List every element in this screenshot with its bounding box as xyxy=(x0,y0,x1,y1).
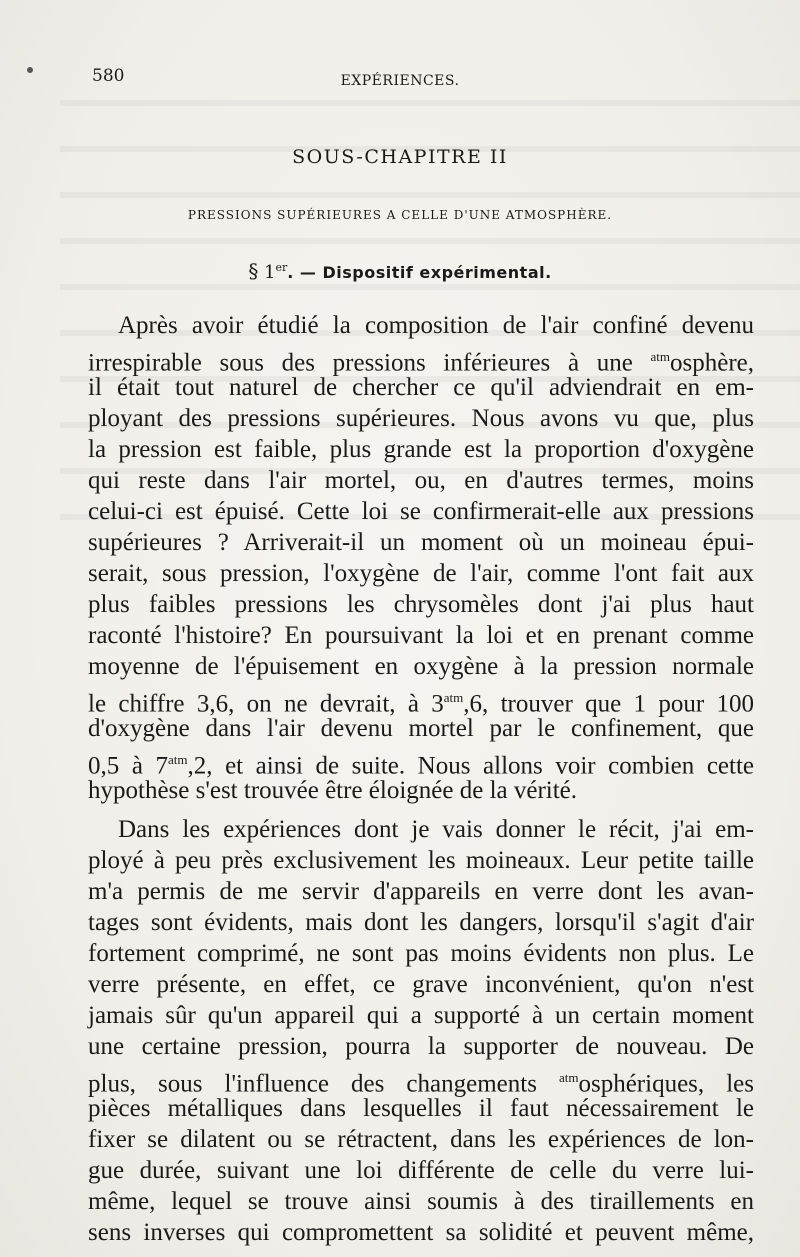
paragraph-1-line: 0,5 à $7^{atm},2$, et ainsi de suite. Nous allons voir combien cette xyxy=(88,752,754,780)
body-text xyxy=(88,310,754,1248)
paragraph-2-line: pièces métalliques dans lesquelles il faut nécessairement le xyxy=(88,1095,754,1122)
paragraph-1-line: la pression est faible, plus grande est la proportion d'oxygène xyxy=(88,436,754,463)
section-title: . — Dispositif expérimental. xyxy=(287,263,552,282)
paragraph-1-line: le chiffre 3,6, on ne devrait, à $3^{atm},6$, trouver que 1 pour 100 xyxy=(88,690,754,718)
paragraph-1-line: celui-ci est épuisé. Cette loi se confirmerait-elle aux pressions xyxy=(88,498,754,525)
section-heading xyxy=(0,259,800,283)
running-title: EXPÉRIENCES. xyxy=(340,73,460,89)
chapter-subtitle: PRESSIONS SUPÉRIEURES A CELLE D'UNE ATMOSPHÈRE. xyxy=(187,208,613,222)
paragraph-1-line: supérieures ? Arriverait-il un moment où un moineau épui- xyxy=(88,529,754,556)
paragraph-2-line: sens inverses qui compromettent sa solidité et peuvent même, xyxy=(88,1219,754,1246)
section-number: 1 xyxy=(264,262,276,283)
chapter-title: SOUS-CHAPITRE II xyxy=(292,146,508,168)
paragraph-1-line: moyenne de l'épuisement en oxygène à la pression normale xyxy=(88,653,754,680)
paragraph-1-line: qui reste dans l'air mortel, ou, en d'autres termes, moins xyxy=(88,467,754,494)
paragraph-2-line: même, lequel se trouve ainsi soumis à des tiraillements en xyxy=(88,1188,754,1215)
paragraph-2-line: une certaine pression, pourra la supporter de nouveau. De xyxy=(88,1033,754,1060)
paragraph-2-line: fortement comprimé, ne sont pas moins évidents non plus. Le xyxy=(88,940,754,967)
paragraph-1-line: raconté l'histoire? En poursuivant la loi et en prenant comme xyxy=(88,622,754,649)
paragraph-2-line: plus, sous l'influence des changements $^{atm}$osphériques, les xyxy=(88,1070,754,1098)
page-number: 580 xyxy=(92,66,125,86)
section-sign: § xyxy=(248,259,259,283)
paragraph-1-line: serait, sous pression, l'oxygène de l'air, comme l'ont fait aux xyxy=(88,560,754,587)
paragraph-2-line: verre présente, en effet, ce grave inconvénient, qu'on n'est xyxy=(88,971,754,998)
paragraph-2-line: gue durée, suivant une loi différente de celle du verre lui- xyxy=(88,1157,754,1184)
paragraph-2-line: Dans les expériences dont je vais donner le récit, j'ai em- xyxy=(118,816,754,843)
paragraph-2-line: jamais sûr qu'un appareil qui a supporté à un certain moment xyxy=(88,1002,754,1029)
paragraph-1-line: il était tout naturel de chercher ce qu'il adviendrait en em- xyxy=(88,374,754,401)
paragraph-1-line: d'oxygène dans l'air devenu mortel par le confinement, que xyxy=(88,715,754,742)
paragraph-2-line: fixer se dilatent ou se rétractent, dans les expériences de lon- xyxy=(88,1126,754,1153)
section-number-sup: er xyxy=(275,261,288,274)
paragraph-1-line: irrespirable sous des pressions inférieures à une $^{atm}$osphère, xyxy=(88,349,754,377)
paragraph-1-line: Après avoir étudié la composition de l'air confiné devenu xyxy=(118,312,754,339)
paragraph-2-line: m'a permis de me servir d'appareils en verre dont les avan- xyxy=(88,878,754,905)
paragraph-1-line: hypothèse s'est trouvée être éloignée de la vérité. xyxy=(88,777,578,804)
paragraph-1-line: plus faibles pressions les chrysomèles dont j'ai plus haut xyxy=(88,591,754,618)
paragraph-2-line: tages sont évidents, mais dont les dangers, lorsqu'il s'agit d'air xyxy=(88,909,754,936)
paragraph-2-line: ployé à peu près exclusivement les moineaux. Leur petite taille xyxy=(88,847,754,874)
paragraph-1-line: ployant des pressions supérieures. Nous avons vu que, plus xyxy=(88,405,754,432)
